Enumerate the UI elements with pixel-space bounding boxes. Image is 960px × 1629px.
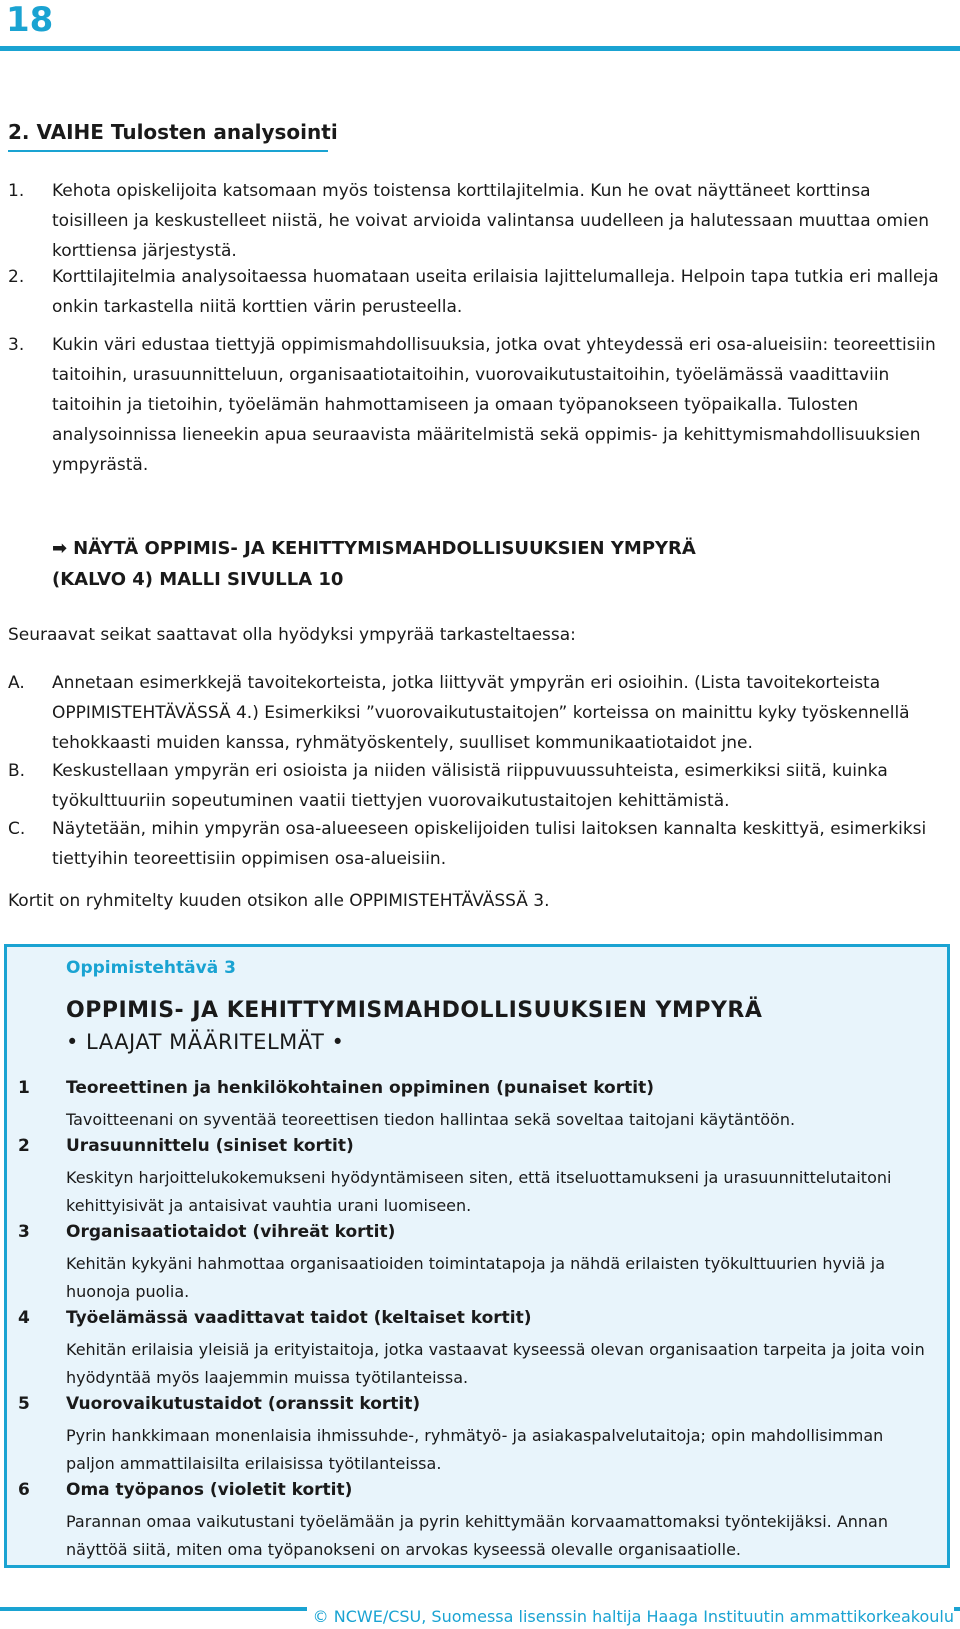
step-number: 3.	[8, 335, 25, 355]
list-item-text: Annetaan esimerkkejä tavoitekorteista, jotka liittyvät ympyrän eri osioihin. (Lista tavoitekorteista OPPIMISTEHTÄVÄSSÄ 4.) Esimerkiksi ”vuorovaikutustaitojen” korteissa on mainittu kyky työskennellä tehokkaasti muiden kanssa, ryhmätyöskentely, suulliset kommunikaatiotaidot jne.	[52, 673, 910, 753]
item-number: 5	[18, 1394, 30, 1414]
item-number: 2	[18, 1136, 30, 1156]
item-heading: Vuorovaikutustaidot (oranssit kortit)	[66, 1394, 421, 1414]
list-letter: A.	[8, 673, 25, 693]
arrow-right-icon: ➡	[52, 538, 68, 559]
item-heading: Teoreettinen ja henkilökohtainen oppiminen (punaiset kortit)	[66, 1078, 654, 1098]
list-item-text: Näytetään, mihin ympyrän osa-alueeseen opiskelijoiden tulisi laitoksen kannalta keskittyä, esimerkiksi tiettyihin teoreettisiin oppimisen osa-alueisiin.	[52, 819, 927, 869]
step-number: 1.	[8, 181, 25, 201]
item-heading: Urasuunnittelu (siniset kortit)	[66, 1136, 354, 1156]
box-label: Oppimistehtävä 3	[66, 958, 236, 978]
callout	[52, 533, 696, 595]
footer-copyright: © NCWE/CSU, Suomessa lisenssin haltija Haaga Instituutin ammattikorkeakoulu	[307, 1607, 954, 1626]
item-heading: Oma työpanos (violetit kortit)	[66, 1480, 353, 1500]
page-number: 18	[6, 0, 54, 40]
item-text: Parannan omaa vaikutustani työelämään ja pyrin kehittymään korvaamattomaksi työntekijäksi. Annan näyttöä siitä, miten oma työpanokseni on arvokas kyseessä olevalle organisaatiolle.	[66, 1512, 888, 1559]
step-text: Korttilajitelmia analysoitaessa huomataan useita erilaisia lajittelumalleja. Helpoin tapa tutkia eri malleja onkin tarkastella niitä korttien värin perusteella.	[52, 267, 939, 317]
item-number: 4	[18, 1308, 30, 1328]
item-number: 1	[18, 1078, 30, 1098]
intro-text: Seuraavat seikat saattavat olla hyödyksi ympyrää tarkasteltaessa:	[8, 625, 576, 645]
list-letter: B.	[8, 761, 26, 781]
section-title: 2. VAIHE Tulosten analysointi	[8, 120, 338, 144]
item-number: 6	[18, 1480, 30, 1500]
step-number: 2.	[8, 267, 25, 287]
item-text: Keskityn harjoittelukokemukseni hyödyntämiseen siten, että itseluottamukseni ja urasuunnittelutaitoni kehittyisivät ja antaisivat vauhtia urani luomiseen.	[66, 1168, 892, 1215]
item-text: Kehitän erilaisia yleisiä ja erityistaitoja, jotka vastaavat kyseessä olevan organisaation tarpeita ja joita voin hyödyntää myös laajemmin muissa työtilanteissa.	[66, 1340, 925, 1387]
item-text: Kehitän kykyäni hahmottaa organisaatioiden toimintatapoja ja nähdä erilaisten työkulttuurien hyviä ja huonoja puolia.	[66, 1254, 885, 1301]
item-text: Tavoitteenani on syventää teoreettisen tiedon hallintaa sekä soveltaa taitojani käytäntöön.	[66, 1110, 796, 1129]
section-rule	[8, 150, 328, 152]
step-text: Kukin väri edustaa tiettyjä oppimismahdollisuuksia, jotka ovat yhteydessä eri osa-alueisiin: teoreettisiin taitoihin, urasuunnitteluun, organisaatiotaitoihin, vuorovaikutustaitoihin, työelämässä vaadittaviin taitoihin ja tietoihin, työelämän hahmottamiseen ja omaan työpanokseen työpaikalla. Tulosten analysoinnissa lieneekin apua seuraavista määritelmistä sekä oppimis- ja kehittymismahdollisuuksien ympyrästä.	[52, 335, 936, 475]
item-text: Pyrin hankkimaan monenlaisia ihmissuhde-, ryhmätyö- ja asiakaspalvelutaitoja; opin mahdollisimman paljon ammattilaisilta erilaisissa työtilanteissa.	[66, 1426, 884, 1473]
box-title: OPPIMIS- JA KEHITTYMISMAHDOLLISUUKSIEN YMPYRÄ	[66, 998, 763, 1023]
item-number: 3	[18, 1222, 30, 1242]
item-heading: Organisaatiotaidot (vihreät kortit)	[66, 1222, 396, 1242]
item-heading: Työelämässä vaadittavat taidot (keltaiset kortit)	[66, 1308, 532, 1328]
callout-line1: NÄYTÄ OPPIMIS- JA KEHITTYMISMAHDOLLISUUKSIEN YMPYRÄ	[73, 538, 696, 559]
top-rule	[0, 46, 960, 51]
box-subtitle: • LAAJAT MÄÄRITELMÄT •	[66, 1030, 345, 1054]
closing-text: Kortit on ryhmitelty kuuden otsikon alle OPPIMISTEHTÄVÄSSÄ 3.	[8, 891, 550, 911]
list-item-text: Keskustellaan ympyrän eri osioista ja niiden välisistä riippuvuussuhteista, esimerkiksi siitä, kuinka työkulttuuriin sopeutuminen vaatii tiettyjen vuorovaikutustaitojen kehittämistä.	[52, 761, 888, 811]
list-letter: C.	[8, 819, 26, 839]
callout-line2: (KALVO 4) MALLI SIVULLA 10	[52, 569, 344, 590]
step-text: Kehota opiskelijoita katsomaan myös toistensa korttilajitelmia. Kun he ovat näyttäneet korttinsa toisilleen ja keskustelleet niistä, he voivat arvioida valintansa uudelleen ja halutessaan muuttaa omien korttiensa järjestystä.	[52, 181, 930, 261]
